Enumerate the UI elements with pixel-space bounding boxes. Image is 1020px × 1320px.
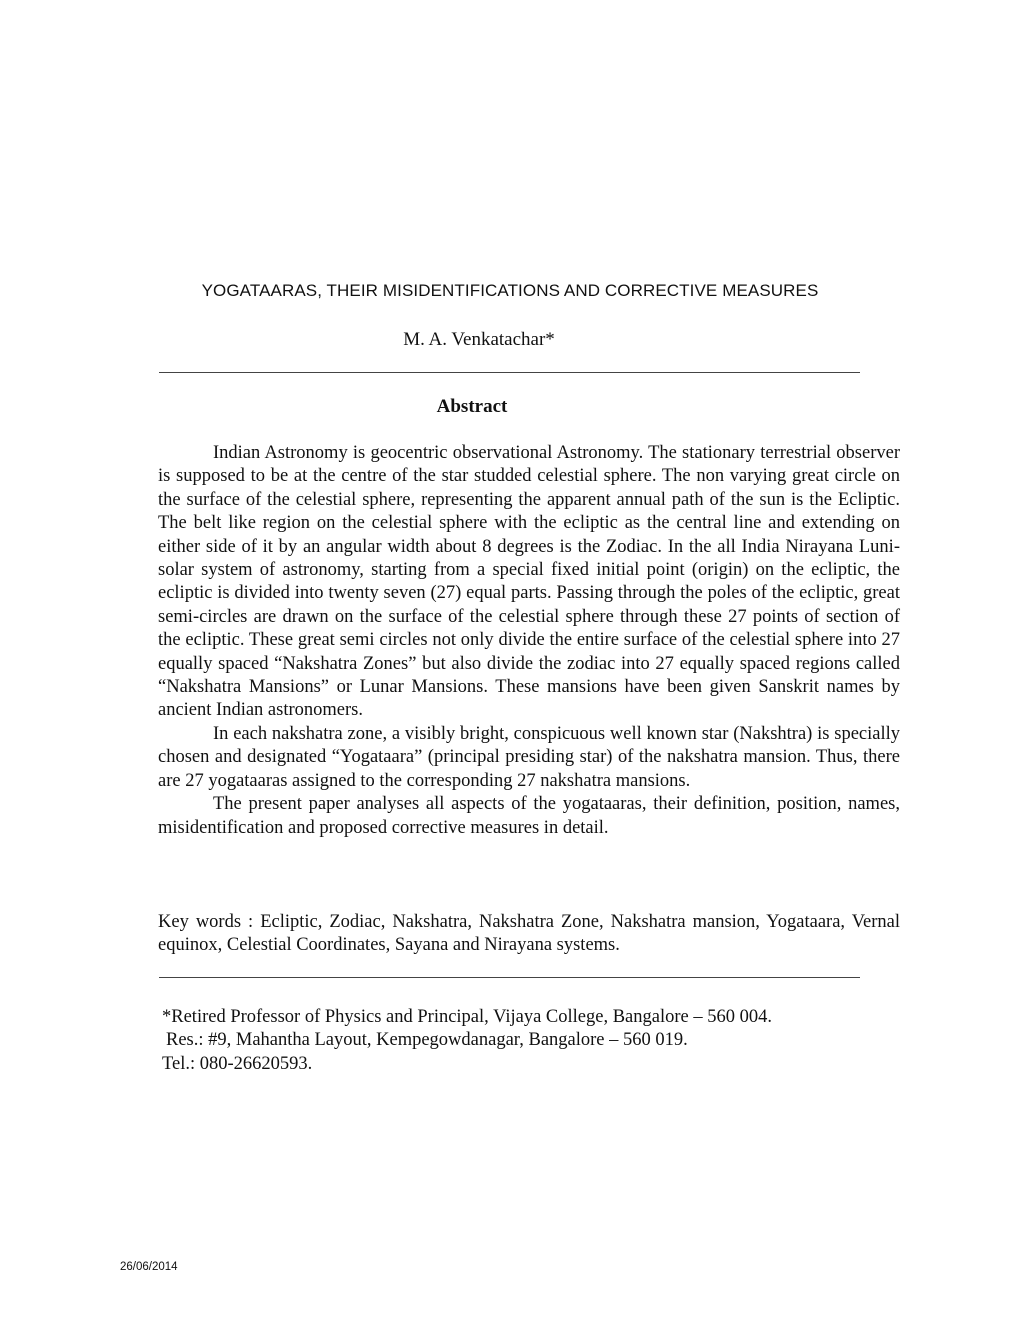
author-name: M. A. Venkatachar* bbox=[403, 329, 555, 350]
header-divider bbox=[159, 372, 860, 373]
affiliation-line-2: Res.: #9, Mahantha Layout, Kempegowdanagar, Bangalore – 560 019. bbox=[166, 1030, 688, 1051]
affiliation-line-3: Tel.: 080-26620593. bbox=[162, 1053, 313, 1074]
abstract-paragraph-3: The present paper analyses all aspects of the yogataaras, their definition, position, names, misidentification and proposed corrective measures in detail. bbox=[158, 794, 900, 838]
abstract-paragraph-2: In each nakshatra zone, a visibly bright, conspicuous well known star (Nakshtra) is specially chosen and designated “Yogataara” (principal presiding star) of the nakshatra mansion. Thus, there are 27 yogataaras assigned to the corresponding 27 nakshatra mansions. bbox=[158, 723, 900, 791]
abstract-body bbox=[158, 442, 900, 840]
affiliation-line-1: *Retired Professor of Physics and Principal, Vijaya College, Bangalore – 560 004. bbox=[162, 1007, 772, 1027]
footnote-divider bbox=[159, 977, 860, 978]
keywords-text: Key words : Ecliptic, Zodiac, Nakshatra, Nakshatra Zone, Nakshatra mansion, Yogataara, Vernal equinox, Celestial Coordinates, Sayana and Nirayana systems. bbox=[158, 912, 900, 956]
footer-date: 26/06/2014 bbox=[120, 1261, 178, 1273]
author-affiliation bbox=[162, 1006, 902, 1076]
keywords-section bbox=[158, 911, 900, 958]
abstract-heading: Abstract bbox=[436, 396, 508, 417]
paper-title: YOGATAARAS, THEIR MISIDENTIFICATIONS AND CORRECTIVE MEASURES bbox=[201, 281, 819, 300]
abstract-paragraph-1: Indian Astronomy is geocentric observational Astronomy. The stationary terrestrial observer is supposed to be at the centre of the star studded celestial sphere. The non varying great circle on the surface of the celestial sphere, representing the apparent annual path of the sun is the Ecliptic. The belt like region on the celestial sphere with the ecliptic as the central line and extending on either side of it by an angular width about 8 degrees is the Zodiac. In the all India Nirayana Luni-solar system of astronomy, starting from a special fixed initial point (origin) on the ecliptic, the ecliptic is divided into twenty seven (27) equal parts. Passing through the poles of the ecliptic, great semi-circles are drawn on the surface of the celestial sphere through these 27 points of section of the ecliptic. These great semi circles not only divide the entire surface of the celestial sphere into 27 equally spaced “Nakshatra Zones” but also divide the zodiac into 27 equally spaced regions called “Nakshatra Mansions” or Lunar Mansions. These mansions have been given Sanskrit names by ancient Indian astronomers. bbox=[158, 443, 900, 721]
